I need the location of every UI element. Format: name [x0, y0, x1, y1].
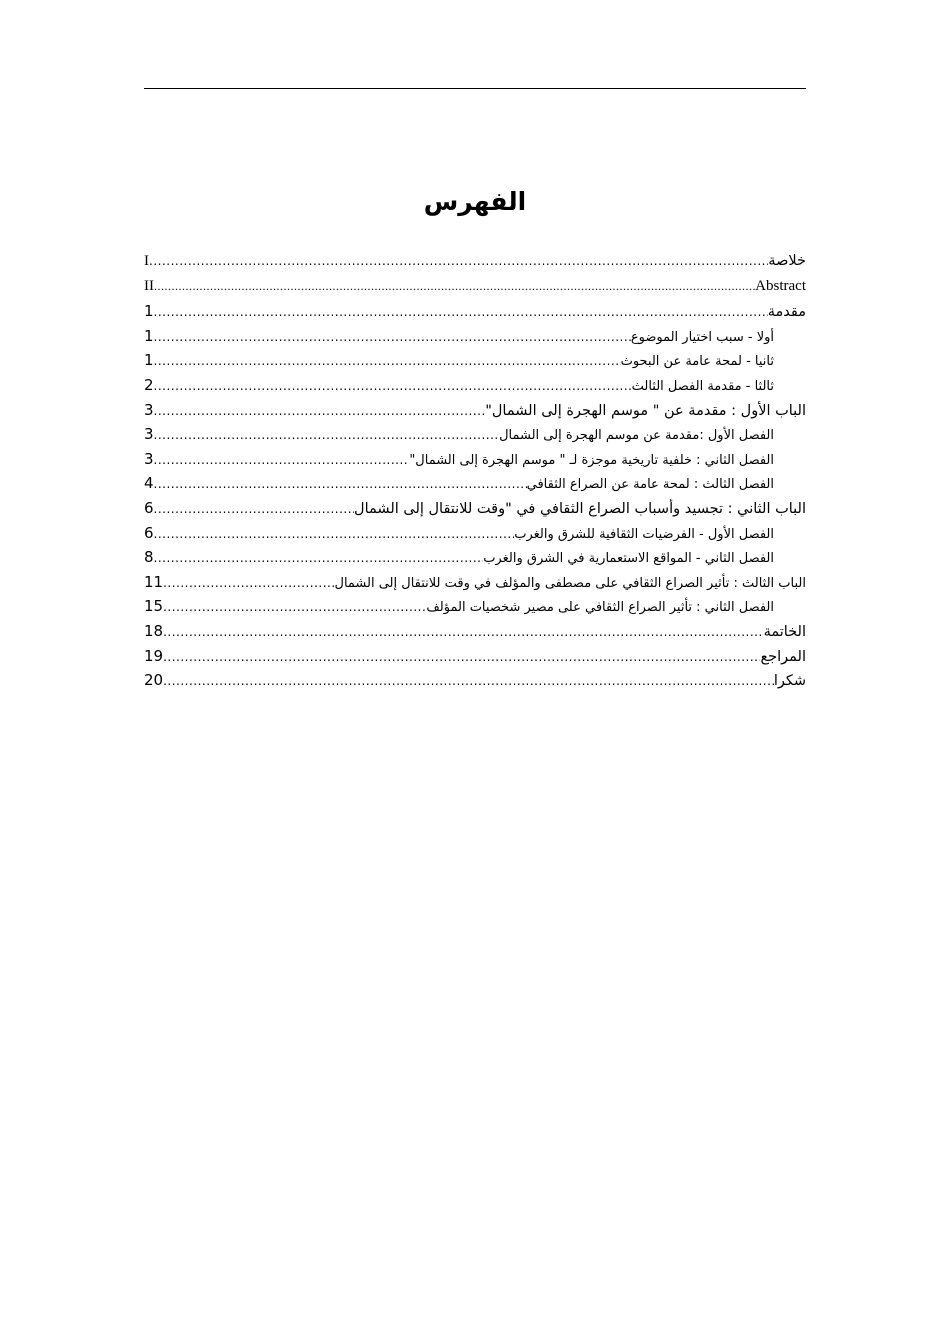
toc-entry-label: ثالثا - مقدمة الفصل الثالث: [631, 378, 774, 394]
toc-entry-part-2-ch-1[interactable]: [144, 524, 806, 549]
toc-entry-conclusion[interactable]: [144, 622, 806, 647]
toc-entry-label: أولا - سبب اختيار الموضوع: [630, 329, 774, 345]
toc-entry-page: 2: [144, 375, 154, 394]
toc-entry-part-1-ch-2[interactable]: [144, 450, 806, 475]
toc-entry-label: خلاصة: [768, 253, 806, 269]
toc-entry-page: 6: [144, 523, 154, 542]
toc-leader-dots: [154, 428, 500, 442]
toc-entry-label: Abstract: [755, 277, 806, 294]
toc-entry-label: ثانيا - لمحة عامة عن البحوث: [620, 354, 774, 370]
toc-entry-part-2-ch-2[interactable]: [144, 548, 806, 573]
toc-entry-label: الباب الأول : مقدمة عن " موسم الهجرة إلى الشمال": [485, 402, 806, 419]
toc-entry-page: I: [144, 253, 149, 269]
toc-leader-dots: [154, 502, 355, 516]
toc-entry-page: 4: [144, 474, 154, 493]
toc-entry-summary[interactable]: [144, 253, 806, 278]
toc-entry-part-2[interactable]: [144, 499, 806, 524]
table-of-contents: [144, 253, 806, 696]
toc-entry-page: II: [144, 277, 154, 294]
toc-leader-dots: [149, 254, 768, 268]
toc-entry-page: 6: [144, 498, 154, 517]
toc-entry-label: شكرا: [773, 673, 806, 690]
toc-leader-dots: [163, 674, 774, 688]
toc-entry-label: المراجع: [760, 648, 806, 665]
toc-entry-label: الفصل الثاني : خلفية تاريخية موجزة لـ " موسم الهجرة إلى الشمال": [409, 452, 774, 468]
toc-entry-page: 18: [144, 621, 164, 640]
toc-entry-page: 15: [144, 597, 164, 616]
toc-entry-intro-2[interactable]: [144, 351, 806, 376]
toc-entry-label: الباب الثاني : تجسيد وأسباب الصراع الثقافي في "وقت للانتقال إلى الشمال: [354, 500, 806, 517]
toc-entry-page: 8: [144, 548, 154, 567]
toc-entry-part-1-ch-1[interactable]: [144, 425, 806, 450]
toc-entry-intro-3[interactable]: [144, 376, 806, 401]
page-title: الفهرس: [423, 187, 527, 216]
toc-leader-dots: [154, 379, 632, 393]
toc-leader-dots: [154, 477, 527, 491]
toc-leader-dots: [154, 551, 484, 565]
toc-entry-label: الخاتمة: [763, 623, 806, 640]
toc-leader-dots: [154, 354, 621, 368]
toc-entry-part-3-ch-2[interactable]: [144, 597, 806, 622]
toc-entry-page: 3: [144, 425, 154, 444]
toc-leader-dots: [154, 330, 631, 344]
header-rule: [144, 88, 806, 89]
toc-entry-label: الباب الثالث : تأثير الصراع الثقافي على مصطفى والمؤلف في وقت للانتقال إلى الشمال: [334, 575, 806, 591]
toc-entry-label: مقدمة: [767, 304, 806, 321]
toc-entry-page: 19: [144, 646, 164, 665]
toc-entry-label: الفصل الأول :مقدمة عن موسم الهجرة إلى الشمال: [499, 428, 774, 444]
toc-leader-dots: [163, 600, 426, 614]
toc-entry-references[interactable]: [144, 647, 806, 672]
toc-entry-part-3[interactable]: [144, 573, 806, 598]
toc-entry-introduction[interactable]: [144, 302, 806, 327]
toc-leader-dots: [154, 527, 515, 541]
toc-entry-acknowledgements[interactable]: [144, 671, 806, 696]
toc-entry-page: 1: [144, 351, 154, 370]
toc-leader-dots: [163, 650, 760, 664]
toc-entry-part-1-ch-3[interactable]: [144, 474, 806, 499]
toc-entry-page: 3: [144, 400, 154, 419]
toc-entry-label: الفصل الثالث : لمحة عامة عن الصراع الثقافي: [526, 477, 774, 493]
toc-entry-intro-1[interactable]: [144, 327, 806, 352]
toc-entry-part-1[interactable]: [144, 401, 806, 426]
toc-leader-dots: [154, 404, 486, 418]
toc-entry-label: الفصل الثاني : تأثير الصراع الثقافي على مصير شخصيات المؤلف: [426, 600, 774, 616]
toc-entry-page: 20: [144, 671, 164, 690]
toc-leader-dots: [154, 305, 768, 319]
toc-entry-page: 3: [144, 449, 154, 468]
toc-leader-dots: [163, 625, 763, 639]
toc-leader-dots: [163, 576, 334, 590]
toc-entry-label: الفصل الأول - الفرضيات الثقافية للشرق والغرب: [514, 526, 774, 542]
toc-entry-label: الفصل الثاني - المواقع الاستعمارية في الشرق والغرب: [483, 551, 774, 567]
toc-entry-abstract[interactable]: [144, 278, 806, 303]
toc-entry-page: 1: [144, 326, 154, 345]
toc-entry-page: 1: [144, 302, 154, 321]
toc-leader-dots: [154, 279, 755, 294]
toc-leader-dots: [154, 453, 410, 467]
toc-entry-page: 11: [144, 572, 164, 591]
